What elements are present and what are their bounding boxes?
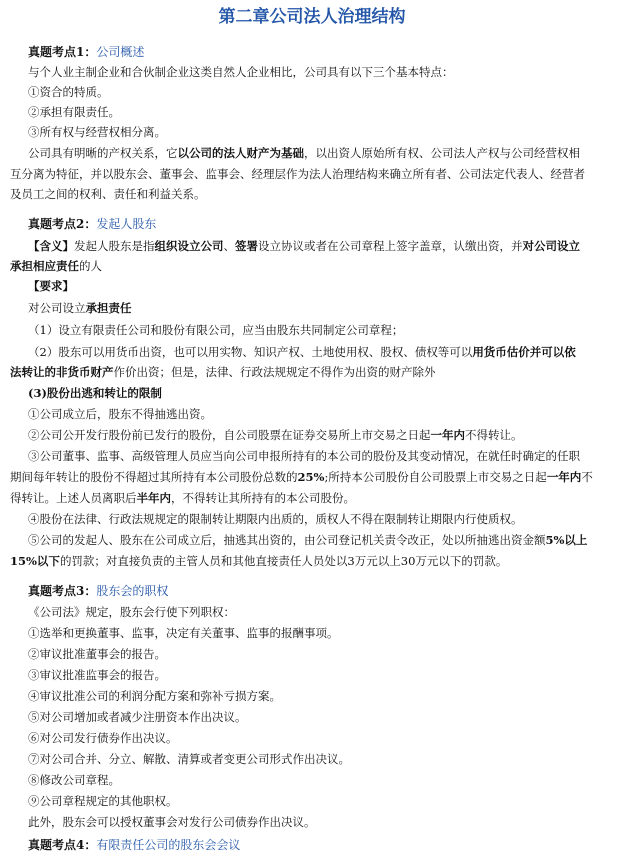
s2-transfer-3-line-1: ③公司董事、监事、高级管理人员应当向公司申报所持有的本公司的股份及其变动情况，在就任时确定的任职 — [28, 449, 580, 463]
s2-transfer-5-line-2: 15%以下的罚款；对直接负责的主管人员和其他直接责任人员处以3万元以上30万元以下的罚款。 — [10, 554, 508, 568]
s1-para-line-3: 及员工之间的权利、责任和利益关系。 — [10, 187, 206, 201]
section-2-label: 真题考点2： — [28, 217, 97, 231]
s3-item-1: ①选举和更换董事、监事，决定有关董事、监事的报酬事项。 — [28, 626, 339, 640]
s2-req-line-1: （1）设立有限责任公司和股份有限公司，应当由股东共同制定公司章程； — [28, 323, 404, 337]
s1-para-line-1: 公司具有明晰的产权关系，它以公司的法人财产为基础，以出资人原始所有权、公司法人产权与公司经营权相 — [28, 146, 580, 160]
s2-requirements-tag: 【要求】 — [28, 279, 74, 293]
s2-req-line-3: 法转让的非货币财产作价出资；但是，法律、行政法规规定不得作为出资的财产除外 — [10, 365, 436, 379]
s3-item-2: ②审议批准董事会的报告。 — [28, 647, 166, 661]
s3-item-4: ④审议批准公司的利润分配方案和弥补亏损方案。 — [28, 689, 281, 703]
section-4-topic[interactable]: 有限责任公司的股东会会议 — [96, 838, 241, 852]
s1-item-1: ①资合的特质。 — [28, 85, 109, 99]
section-3-label: 真题考点3： — [28, 584, 97, 598]
section-2-topic[interactable]: 发起人股东 — [96, 217, 157, 231]
section-3-topic[interactable]: 股东会的职权 — [96, 584, 169, 598]
s3-item-5: ⑤对公司增加或者减少注册资本作出决议。 — [28, 710, 247, 724]
s1-para-line-2: 互分离为特征，并以股东会、董事会、监事会、经理层作为法人治理结构来确立所有者、公司法定代表人、经营者 — [10, 167, 585, 181]
s1-item-2: ②承担有限责任。 — [28, 105, 120, 119]
s2-transfer-2: ②公司公开发行股份前已发行的股份，自公司股票在证券交易所上市交易之日起一年内不得转让。 — [28, 428, 523, 442]
section-3-heading — [28, 582, 168, 599]
s2-req-line-0: 对公司设立承担责任 — [28, 301, 132, 315]
s2-transfer-5-line-1: ⑤公司的发起人、股东在公司成立后，抽逃其出资的，由公司登记机关责令改正，处以所抽逃出资金额5%以上 — [28, 533, 588, 547]
s2-req-line-2: （2）股东可以用货币出资，也可以用实物、知识产权、土地使用权、股权、债权等可以用货币估价并可以依 — [28, 345, 576, 359]
s1-item-3: ③所有权与经营权相分离。 — [28, 125, 166, 139]
s3-extra: 此外，股东会可以授权董事会对发行公司债券作出决议。 — [28, 815, 316, 829]
s1-intro: 与个人业主制企业和合伙制企业这类自然人企业相比，公司具有以下三个基本特点： — [28, 65, 454, 79]
chapter-title: 第二章公司法人治理结构 — [218, 7, 406, 27]
s3-item-9: ⑨公司章程规定的其他职权。 — [28, 794, 178, 808]
s2-transfer-3-line-2: 期间每年转让的股份不得超过其所持有本公司股份总数的25%;所持本公司股份自公司股票上市交易之日起一年内不 — [10, 470, 593, 484]
section-2-heading — [28, 215, 156, 232]
section-1-label: 真题考点1： — [28, 45, 97, 59]
s3-item-7: ⑦对公司合并、分立、解散、清算或者变更公司形式作出决议。 — [28, 752, 350, 766]
section-4-heading — [28, 836, 240, 853]
s2-transfer-3-line-3: 得转让。上述人员离职后半年内，不得转让其所持有的本公司股份。 — [10, 491, 355, 505]
s3-item-6: ⑥对公司发行债券作出决议。 — [28, 731, 178, 745]
s3-item-8: ⑧修改公司章程。 — [28, 773, 120, 787]
s3-intro: 《公司法》规定，股东会行使下列职权： — [28, 605, 235, 619]
s2-transfer-heading: (3)股份出逃和转让的限制 — [28, 386, 162, 400]
section-4-label: 真题考点4： — [28, 838, 97, 852]
s3-item-3: ③审议批准监事会的报告。 — [28, 668, 166, 682]
section-1-heading — [28, 43, 144, 60]
section-1-topic[interactable]: 公司概述 — [96, 45, 145, 59]
s2-meaning-line-1: 【含义】发起人股东是指组织设立公司、签署设立协议或者在公司章程上签字盖章，认缴出资，并对公司设立 — [28, 239, 580, 253]
s2-transfer-1: ①公司成立后，股东不得抽逃出资。 — [28, 407, 212, 421]
s2-transfer-4: ④股份在法律、行政法规规定的限制转让期限内出质的，质权人不得在限制转让期限内行使质权。 — [28, 512, 523, 526]
s2-meaning-line-2: 承担相应责任的人 — [10, 259, 102, 273]
